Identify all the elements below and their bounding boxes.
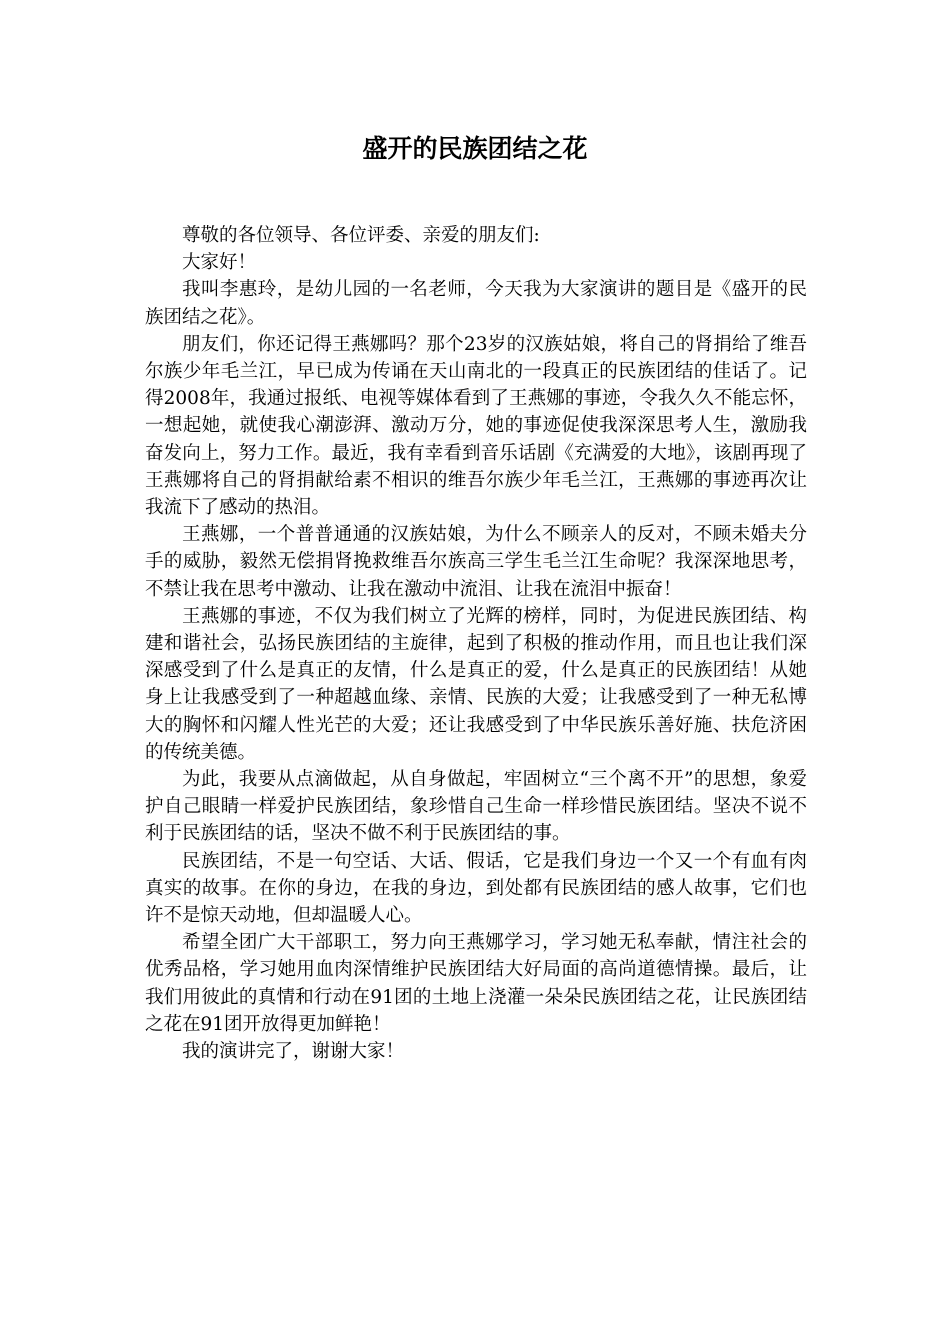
body-paragraph: 希望全团广大干部职工，努力向王燕娜学习，学习她无私奉献，情注社会的优秀品格，学习她用血肉深情维护民族团结大好局面的高尚道德情操。最后，让我们用彼此的真情和行动在91团的土地上浇灌一朵朵民族团结之花，让民族团结之花在91团开放得更加鲜艳！ <box>145 932 807 1035</box>
body-paragraph: 民族团结，不是一句空话、大话、假话，它是我们身边一个又一个有血有肉真实的故事。在你的身边，在我的身边，到处都有民族团结的感人故事，它们也许不是惊天动地，但却温暖人心。 <box>145 850 807 927</box>
salutation-paragraph: 尊敬的各位领导、各位评委、亲爱的朋友们: <box>182 225 540 246</box>
greeting-paragraph: 大家好！ <box>182 252 257 274</box>
body-paragraph: 王燕娜的事迹，不仅为我们树立了光辉的榜样，同时，为促进民族团结、构建和谐社会，弘扬民族团结的主旋律，起到了积极的推动作用，而且也让我们深深感受到了什么是真正的友情，什么是真正的爱，什么是真正的民族团结！从她身上让我感受到了一种超越血缘、亲情、民族的大爱；让我感受到了一种无私博大的胸怀和闪耀人性光芒的大爱；还让我感受到了中华民族乐善好施、扶危济困的传统美德。 <box>145 605 807 763</box>
body-paragraph: 王燕娜，一个普普通通的汉族姑娘，为什么不顾亲人的反对，不顾未婚夫分手的威胁，毅然无偿捐肾挽救维吾尔族高三学生毛兰江生命呢？我深深地思考，不禁让我在思考中激动、让我在激动中流泪、让我在流泪中振奋！ <box>145 524 807 600</box>
closing-paragraph: 我的演讲完了，谢谢大家！ <box>182 1041 405 1063</box>
intro-paragraph: 我叫李惠玲，是幼儿园的一名老师，今天我为大家演讲的题目是《盛开的民族团结之花》。 <box>145 279 807 328</box>
body-paragraph: 为此，我要从点滴做起，从自身做起，牢固树立“三个离不开”的思想，象爱护自己眼睛一样爱护民族团结，象珍惜自己生命一样珍惜民族团结。坚决不说不利于民族团结的话，坚决不做不利于民族团结的事。 <box>145 769 807 845</box>
document-title: 盛开的民族团结之花 <box>362 134 588 163</box>
document-body <box>145 222 807 1065</box>
body-paragraph: 朋友们，你还记得王燕娜吗？那个23岁的汉族姑娘，将自己的肾捐给了维吾尔族少年毛兰江，早已成为传诵在天山南北的一段真正的民族团结的佳话了。记得2008年，我通过报纸、电视等媒体看到了王燕娜的事迹，令我久久不能忘怀，一想起她，就使我心潮澎湃、激动万分，她的事迹促使我深深思考人生，激励我奋发向上，努力工作。最近，我有幸看到音乐话剧《充满爱的大地》，该剧再现了王燕娜将自己的肾捐献给素不相识的维吾尔族少年毛兰江，王燕娜的事迹再次让我流下了感动的热泪。 <box>145 333 807 519</box>
